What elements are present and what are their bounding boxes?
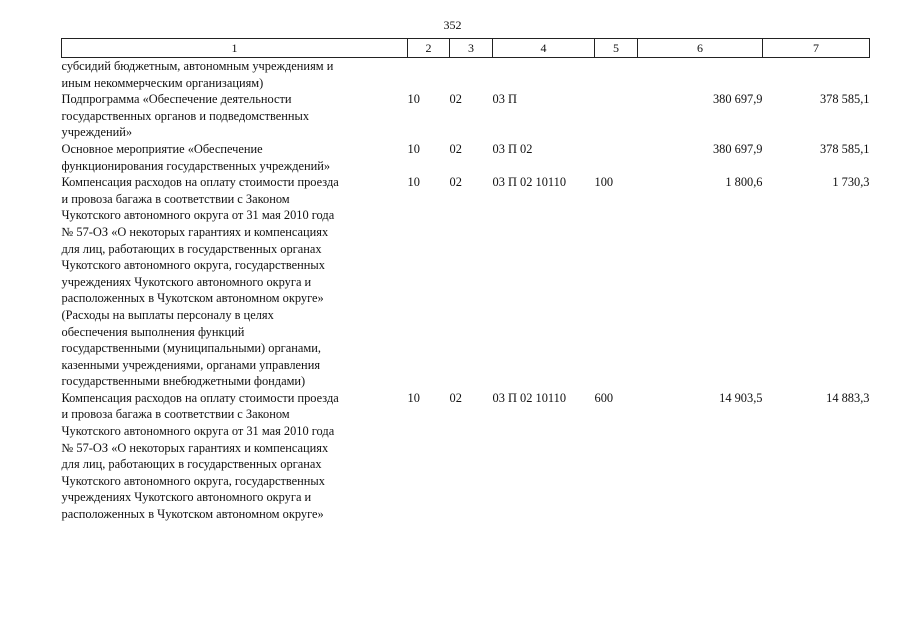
section-cell [408, 58, 450, 92]
row-name-line: функционирования государственных учреждений» [61, 158, 331, 173]
page-number: 352 [443, 18, 462, 32]
section-cell: 10 [407, 175, 420, 190]
row-name-line: иным некоммерческим организациям) [61, 75, 264, 90]
amount-col7-cell [763, 58, 870, 92]
target-article-cell: 03 П 02 10110 [492, 175, 567, 190]
header-col-1: 1 [62, 39, 408, 58]
row-name-line: обеспечения выполнения функций [61, 324, 245, 339]
expense-type-cell: 100 [594, 175, 614, 190]
section-cell: 10 [407, 92, 420, 107]
row-name-cell [62, 58, 408, 92]
row-name-cell [62, 174, 408, 390]
table-row [62, 58, 870, 92]
expense-type-cell [595, 58, 638, 92]
row-name-line: Подпрограмма «Обеспечение деятельности [61, 92, 292, 107]
budget-table [61, 38, 870, 523]
row-name-line: (Расходы на выплаты персоналу в целях [61, 307, 274, 322]
row-name-line: Чукотского автономного округа от 31 мая 2010 года [61, 424, 335, 439]
amount-col6-cell: 1 800,6 [725, 175, 763, 190]
amount-col6-cell: 14 903,5 [719, 390, 763, 405]
row-name-line: учреждениях Чукотского автономного округа и [61, 274, 312, 289]
row-name-line: № 57-ОЗ «О некоторых гарантиях и компенсациях [61, 440, 329, 455]
row-name-line: субсидий бюджетным, автономным учреждениям и [61, 59, 334, 73]
row-name-line: Чукотского автономного округа от 31 мая 2010 года [61, 208, 335, 223]
amount-col7-cell: 1 730,3 [832, 175, 870, 190]
expense-type-cell [595, 141, 638, 174]
row-name-line: государственными внебюджетными фондами) [61, 374, 306, 389]
header-col-4: 4 [493, 39, 595, 58]
amount-col6-cell: 380 697,9 [712, 92, 763, 107]
row-name-line: расположенных в Чукотском автономном округе» [61, 291, 324, 306]
subsection-cell: 02 [449, 141, 462, 156]
row-name-line: Основное мероприятие «Обеспечение [61, 141, 263, 156]
expense-type-cell: 600 [594, 390, 614, 405]
subsection-cell: 02 [449, 175, 462, 190]
row-name-line: казенными учреждениями, органами управления [61, 357, 321, 372]
subsection-cell: 02 [449, 92, 462, 107]
target-article-cell: 03 П 02 [492, 141, 533, 156]
row-name-line: Компенсация расходов на оплату стоимости проезда [61, 390, 339, 405]
subsection-cell: 02 [449, 390, 462, 405]
row-name-line: Чукотского автономного округа, государственных [61, 258, 325, 273]
amount-col6-cell [638, 58, 763, 92]
amount-col6-cell: 380 697,9 [712, 141, 763, 156]
row-name-line: для лиц, работающих в государственных органах [61, 457, 322, 472]
amount-col7-cell: 14 883,3 [826, 390, 870, 405]
section-cell: 10 [407, 390, 420, 405]
expense-type-cell [595, 91, 638, 141]
target-article-cell: 03 П 02 10110 [492, 390, 567, 405]
row-name-cell [62, 390, 408, 523]
table-row [62, 91, 870, 141]
row-name-line: для лиц, работающих в государственных органах [61, 241, 322, 256]
row-name-line: государственными (муниципальными) органами, [61, 341, 321, 356]
row-name-line: и провоза багажа в соответствии с Законом [61, 407, 290, 422]
header-col-7: 7 [763, 39, 870, 58]
amount-col7-cell: 378 585,1 [819, 92, 870, 107]
section-cell: 10 [407, 141, 420, 156]
row-name-line: и провоза багажа в соответствии с Законом [61, 191, 290, 206]
row-name-line: учреждений» [61, 125, 133, 140]
row-name-line: учреждениях Чукотского автономного округа и [61, 490, 312, 505]
table-row [62, 390, 870, 523]
header-col-5: 5 [595, 39, 638, 58]
row-name-line: Чукотского автономного округа, государственных [61, 473, 325, 488]
header-col-2: 2 [408, 39, 450, 58]
row-name-cell [62, 91, 408, 141]
row-name-line: государственных органов и подведомственных [61, 108, 310, 123]
header-col-6: 6 [638, 39, 763, 58]
header-col-3: 3 [450, 39, 493, 58]
row-name-line: Компенсация расходов на оплату стоимости проезда [61, 175, 339, 190]
amount-col7-cell: 378 585,1 [819, 141, 870, 156]
subsection-cell [450, 58, 493, 92]
row-name-line: расположенных в Чукотском автономном округе» [61, 507, 324, 522]
header-row [62, 39, 870, 58]
row-name-cell [62, 141, 408, 174]
target-article-cell: 03 П [492, 92, 517, 107]
target-article-cell [493, 58, 595, 92]
table-row [62, 141, 870, 174]
row-name-line: № 57-ОЗ «О некоторых гарантиях и компенсациях [61, 224, 329, 239]
table-row [62, 174, 870, 390]
